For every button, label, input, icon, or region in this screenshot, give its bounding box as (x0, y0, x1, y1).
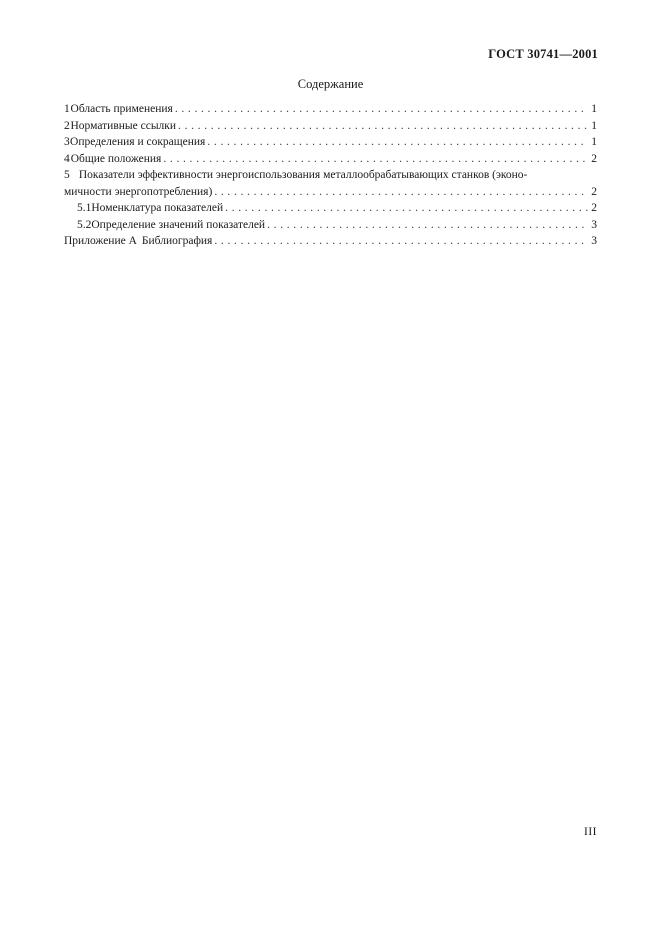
toc-leader-dots (175, 101, 588, 118)
page-number: III (584, 826, 597, 838)
toc-entry-page: 3 (591, 235, 597, 247)
toc-entry-label: Нормативные ссылки (70, 119, 177, 132)
toc-entry-number: 5 (64, 169, 70, 181)
toc-entry-label: Область применения (70, 103, 173, 115)
toc-leader-dots (178, 118, 588, 135)
toc-leader-dots (163, 151, 588, 168)
toc-entry-page: 1 (591, 136, 597, 148)
toc-entry-page: 1 (591, 119, 597, 132)
toc-entry-label: Общие положения (70, 152, 162, 165)
toc-entry-page: 2 (591, 185, 597, 198)
toc-entry-3[interactable] (64, 134, 597, 151)
toc-entry-label: Номенклатура показателей (91, 202, 224, 214)
table-of-contents (64, 101, 597, 250)
toc-title: Содержание (297, 77, 364, 91)
toc-entry-page: 3 (591, 218, 597, 231)
toc-leader-dots (225, 200, 588, 217)
toc-entry-page: 2 (591, 202, 597, 214)
toc-entry-number: 1 (64, 103, 70, 115)
toc-entry-5[interactable] (64, 167, 597, 200)
toc-entry-page: 1 (591, 103, 597, 115)
toc-entry-number: 4 (64, 152, 70, 165)
toc-entry-label: Библиография (141, 235, 213, 247)
toc-entry-5-1[interactable] (64, 200, 597, 217)
toc-entry-page: 2 (591, 152, 597, 165)
toc-leader-dots (267, 217, 588, 234)
toc-leader-dots (214, 184, 588, 201)
toc-entry-2[interactable] (64, 118, 597, 135)
toc-leader-dots (214, 233, 588, 250)
toc-entry-number: 5.2 (77, 218, 92, 231)
toc-entry-appendix-a[interactable] (64, 233, 597, 250)
toc-entry-label: Определения и сокращения (70, 136, 206, 148)
toc-entry-label-continuation: мичности энергопотребления) (64, 185, 213, 198)
toc-entry-4[interactable] (64, 151, 597, 168)
toc-entry-label: Определение значений показателей (91, 218, 266, 231)
toc-entry-5-2[interactable] (64, 217, 597, 234)
document-header-standard: ГОСТ 30741—2001 (488, 47, 598, 61)
toc-leader-dots (207, 134, 588, 151)
toc-entry-1[interactable] (64, 101, 597, 118)
toc-entry-number: 5.1 (77, 202, 92, 214)
toc-entry-number: 3 (64, 136, 70, 148)
toc-entry-number: Приложение А (64, 235, 137, 247)
toc-entry-number: 2 (64, 119, 70, 132)
toc-entry-label: Показатели эффективности энергоиспользования металлообрабатывающих станков (эконо- (78, 169, 528, 181)
